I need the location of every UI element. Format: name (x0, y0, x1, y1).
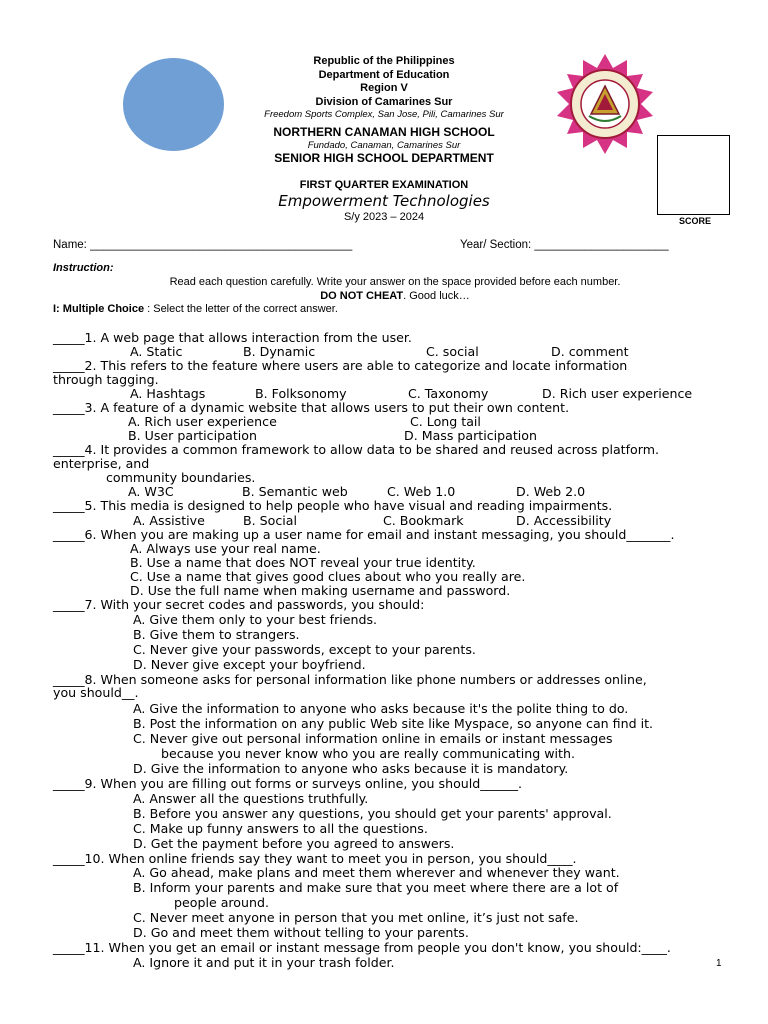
page-number: 1 (716, 958, 722, 969)
q8-option-b: B. Post the information on any public Web site like Myspace, so anyone can find it. (133, 716, 654, 731)
q7-option-a: A. Give them only to your best friends. (133, 612, 378, 627)
q2-stem-cont: through tagging. (53, 372, 159, 387)
q2-option-c: C. Taxonomy (408, 386, 489, 401)
instruction-label: Instruction: (53, 262, 114, 274)
q5-option-d: D. Accessibility (516, 513, 612, 528)
part-one-text: : Select the letter of the correct answer. (144, 303, 338, 315)
q3-option-c: C. Long tail (410, 414, 481, 429)
part-one-label: I: Multiple Choice (53, 303, 145, 315)
q4-option-d: D. Web 2.0 (516, 484, 586, 499)
q6-option-b: B. Use a name that does NOT reveal your true identity. (130, 555, 476, 570)
q1-option-c: C. social (426, 344, 479, 359)
q6-stem: _____6. When you are making up a user name for email and instant messaging, you should_______. (53, 527, 675, 542)
year-section-field[interactable]: Year/ Section: _____________________ (460, 239, 669, 251)
q4-stem-cont: enterprise, and (53, 456, 150, 471)
q4-option-b: B. Semantic web (242, 484, 348, 499)
q10-option-a: A. Go ahead, make plans and meet them wherever and whenever they want. (133, 865, 620, 880)
header-region: Region V (360, 82, 408, 94)
q6-option-a: A. Always use your real name. (130, 541, 321, 556)
q8-stem-cont: you should__. (53, 685, 139, 700)
q9-option-c: C. Make up funny answers to all the questions. (133, 821, 428, 836)
exam-title: FIRST QUARTER EXAMINATION (299, 179, 469, 191)
school-address: Fundado, Canaman, Camarines Sur (307, 140, 461, 151)
q7-option-c: C. Never give your passwords, except to your parents. (133, 642, 476, 657)
header-division-address: Freedom Sports Complex, San Jose, Pili, Camarines Sur (264, 109, 504, 120)
q5-stem: _____5. This media is designed to help people who have visual and reading impairments. (53, 498, 613, 513)
q2-option-d: D. Rich user experience (542, 386, 693, 401)
instruction-warning-line (0, 290, 768, 302)
q9-option-d: D. Get the payment before you agreed to answers. (133, 836, 455, 851)
q5-option-b: B. Social (243, 513, 297, 528)
q1-option-b: B. Dynamic (243, 344, 316, 359)
school-name: NORTHERN CANAMAN HIGH SCHOOL (273, 125, 495, 139)
q3-option-a: A. Rich user experience (128, 414, 277, 429)
department-name: SENIOR HIGH SCHOOL DEPARTMENT (274, 151, 494, 165)
q1-option-a: A. Static (130, 344, 183, 359)
q8-option-c-cont: because you never know who you are really communicating with. (161, 746, 575, 761)
q2-option-a: A. Hashtags (130, 386, 206, 401)
q6-option-d: D. Use the full name when making username and password. (130, 583, 511, 598)
instruction-text: Read each question carefully. Write your answer on the space provided before each number. (169, 276, 621, 288)
q7-option-b: B. Give them to strangers. (133, 627, 300, 642)
q5-option-c: C. Bookmark (383, 513, 464, 528)
q6-option-c: C. Use a name that gives good clues about who you really are. (130, 569, 526, 584)
q1-stem: _____1. A web page that allows interaction from the user. (53, 330, 412, 345)
q4-stem-cont2: community boundaries. (106, 470, 256, 485)
name-field[interactable]: Name: _________________________________________ (53, 239, 353, 251)
q7-option-d: D. Never give except your boyfriend. (133, 657, 366, 672)
q4-stem: _____4. It provides a common framework to allow data to be shared and reused across platform. (53, 442, 659, 457)
q11-stem: _____11. When you get an email or instant message from people you don't know, you should:____. (53, 940, 671, 955)
good-luck: . Good luck… (403, 290, 470, 302)
q10-stem: _____10. When online friends say they want to meet you in person, you should____. (53, 851, 577, 866)
q11-option-a: A. Ignore it and put it in your trash folder. (133, 955, 395, 970)
q5-option-a: A. Assistive (133, 513, 205, 528)
header-republic: Republic of the Philippines (313, 55, 455, 67)
q10-option-d: D. Go and meet them without telling to your parents. (133, 925, 469, 940)
q10-option-c: C. Never meet anyone in person that you met online, it’s just not safe. (133, 910, 579, 925)
q7-stem: _____7. With your secret codes and passwords, you should: (53, 597, 425, 612)
q10-option-b: B. Inform your parents and make sure that you meet where there are a lot of (133, 880, 619, 895)
school-year: S/y 2023 – 2024 (343, 211, 425, 223)
q1-option-d: D. comment (551, 344, 629, 359)
part-one-heading (53, 303, 338, 315)
q3-option-d: D. Mass participation (404, 428, 537, 443)
q3-stem: _____3. A feature of a dynamic website that allows users to put their own content. (53, 400, 570, 415)
q8-stem: _____8. When someone asks for personal information like phone numbers or addresses online, (53, 672, 647, 687)
q8-option-d: D. Give the information to anyone who asks because it is mandatory. (133, 761, 569, 776)
q9-option-b: B. Before you answer any questions, you should get your parents' approval. (133, 806, 612, 821)
q8-option-c: C. Never give out personal information online in emails or instant messages (133, 731, 613, 746)
header-division: Division of Camarines Sur (315, 96, 453, 108)
q2-option-b: B. Folksonomy (255, 386, 347, 401)
q10-option-b-cont: people around. (174, 895, 269, 910)
q9-stem: _____9. When you are filling out forms or surveys online, you should______. (53, 776, 523, 791)
q4-option-a: A. W3C (128, 484, 174, 499)
score-label: SCORE (678, 216, 711, 226)
subject-title: Empowerment Technologies (278, 192, 490, 210)
do-not-cheat: DO NOT CHEAT (320, 290, 404, 302)
q2-stem: _____2. This refers to the feature where users are able to categorize and locate information (53, 358, 628, 373)
q9-option-a: A. Answer all the questions truthfully. (133, 791, 369, 806)
q8-option-a: A. Give the information to anyone who asks because it's the polite thing to do. (133, 701, 629, 716)
header-deped: Department of Education (318, 69, 450, 81)
q4-option-c: C. Web 1.0 (387, 484, 456, 499)
q3-option-b: B. User participation (128, 428, 257, 443)
